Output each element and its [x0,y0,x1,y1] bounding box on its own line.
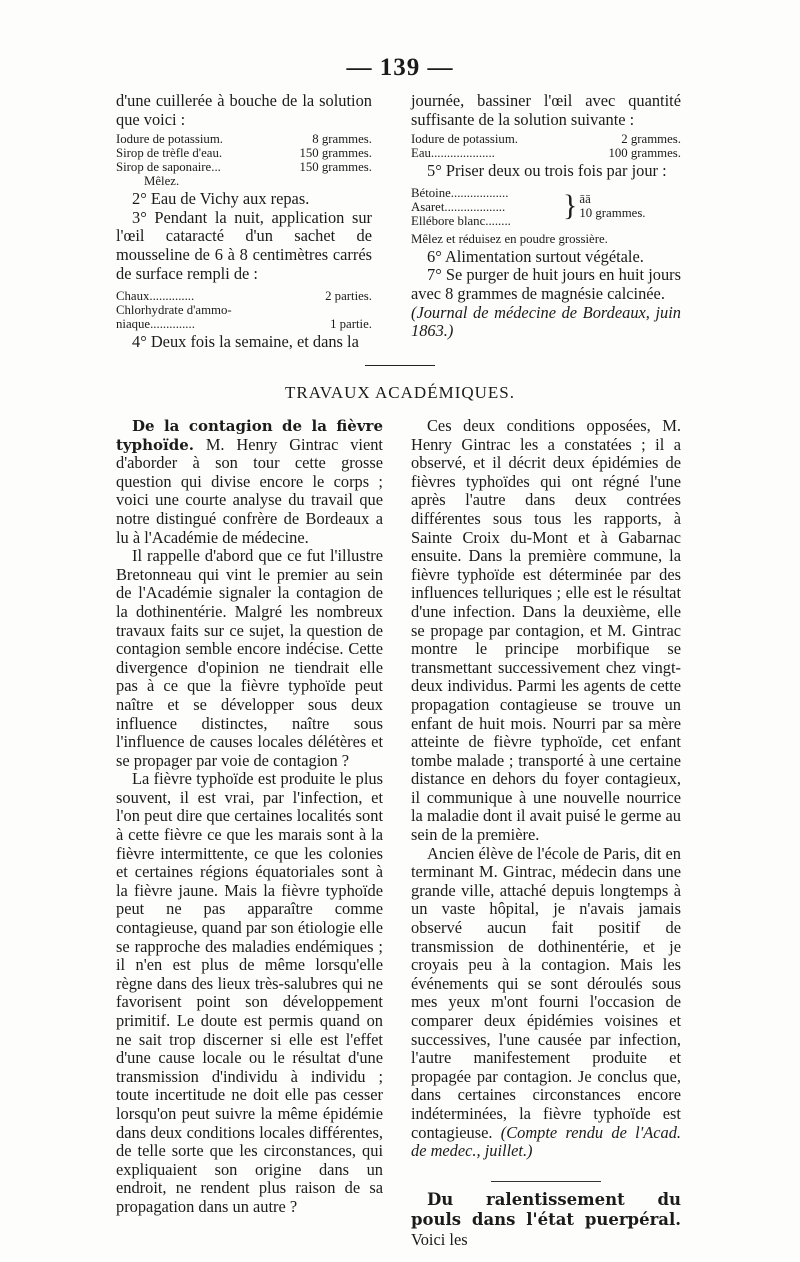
separator-rule [491,1181,601,1182]
intro-text: journée, bassiner l'œil avec quantité suffisante de la solution suivante : [411,91,681,129]
recipe-line: Asaret................... [411,199,506,214]
item-4: 4° Deux fois la semaine, et dans la [132,332,359,352]
item-7: 7° Se purger de huit jours en huit jours avec 8 grammes de magnésie calcinée. [411,265,681,303]
item-3: 3° Pendant la nuit, application sur l'œil cataracté d'un sachet de mousseline de 6 à 8 centimètres carrés de surface rempli de : [116,207,372,283]
top-right-column [411,92,681,341]
bottom-right-column [411,417,681,1250]
page-number: — 139 — [346,54,454,81]
recipe-line: Eau.................... 100 grammes. [411,146,681,161]
recipe-line: Iodure de potassium. 8 grammes. [116,132,372,147]
recipe-snuff [411,183,681,230]
recipe-line: Sirop de saponaire... 150 grammes. [116,160,372,175]
recipe-line: Sirop de trèfle d'eau. 150 grammes. [116,146,372,161]
recipe-line: Iodure de potassium. 2 grammes. [411,132,681,147]
recipe-mix: Mêlez. [144,174,180,189]
recipe-line: Ellébore blanc........ [411,213,511,228]
article-paragraph: Il rappelle d'abord que ce fut l'illustre Bretonneau qui vint le premier au sein de l'Académie signaler la contagion de la dothinentérie. Malgré les nombreux travaux faits sur ce sujet, la question de contagion semble encore indécise. Cette divergence d'opinion ne tiendrait elle pas à ce que la fièvre typhoïde peut naître et se développer sous deux influence distinctes, naître sous l'influence de causes locales délétères et se propager par voie de contagion ? [116,546,383,770]
snuff-quantity: āā 10 grammes. [579,192,646,221]
recipe-iodide-water [411,132,681,160]
article-paragraph: Ces deux conditions opposées, M. Henry Gintrac les a constatées ; il a observé, et il décrit deux épidémies de fièvres typhoïdes qui ont régné l'une après l'autre dans deux contrées différentes sous tous les rapports, à Sainte Croix du-Mont et à Gabarnac ensuite. Dans la première commune, la fièvre typhoïde est déterminée par des influences telluriques ; elle est le résultat d'une infection. Dans la deuxième, elle se propage par contagion, et M. Gintrac montre le principe morbifique se transmettant successivement chez vingt-deux individus. Parmi les agents de cette propagation contagieuse se trouve un enfant de huit mois. Nourri par sa mère atteinte de fièvre typhoïde, cet enfant tombe malade ; transporté à une certaine distance en dehors du foyer contagieux, il communique à une nouvelle nourrice la maladie dont il avait puisé le germe au sein de la première. [411,416,681,845]
next-article-title: Du ralentissement du pouls dans l'état puerpéral. [411,1189,681,1229]
recipe-iodide-syrup [116,132,372,188]
recipe-lime-sachet [116,289,372,331]
recipe-line: Bétoine.................. [411,185,509,200]
section-title: TRAVAUX ACADÉMIQUES. [284,383,515,402]
recipe-line: Chaux.............. 2 parties. [116,289,372,304]
bottom-left-column [116,417,383,1217]
journal-reference: (Journal de médecine de Bordeaux, juin 1863.) [411,302,681,341]
recipe-line: niaque.............. 1 partie. [116,317,372,332]
next-article: Du ralentissement du pouls dans l'état puerpéral. Voici les [411,1189,681,1249]
item-5: 5° Priser deux ou trois fois par jour : [427,161,667,181]
report-reference: (Compte rendu de l'Acad. de medec., juillet.) [411,1122,681,1161]
article-paragraph: La fièvre typhoïde est produite le plus souvent, il est vrai, par l'infection, et l'on peut dire que certaines localités sont à cette fièvre ce que les marais sont à la fièvre intermittente, ce que les colonies et certaines régions équatoriales sont à la fièvre jaune. Mais la fièvre typhoïde peut ne pas apparaître comme contagieuse, quand par son étiologie elle se rapproche des maladies endémiques ; il n'en est plus de même lorsqu'elle règne dans des lieux très-salubres qui ne favorisent point son développement primitif. Le doute est permis quand on ne sait trop discerner si elle est l'effet d'une cause locale ou le résultat d'une transmission d'individu à individu ; toute incertitude ne doit elle pas cesser lorsqu'on peut suivre la même épidémie dans deux conditions locales différentes, de telle sorte que les circonstances, qui expliquaient son origine dans un endroit, ne rendent plus raison de sa propagation dans un autre ? [116,769,383,1216]
intro-text: d'une cuillerée à bouche de la solution que voici : [116,91,372,129]
article-paragraph: Ancien élève de l'école de Paris, dit en terminant M. Gintrac, médecin dans une grande ville, attaché depuis longtemps à un vaste hôpital, je n'avais jamais observé aucun fait positif de transmission de dothinentérie, et je croyais peu à la contagion. Mais les événements qui se sont déroulés sous mes yeux m'ont fourni l'occasion de comparer deux épidémies voisines et successives, l'une causée par infection, l'autre manifestement produite et propagée par contagion. Je conclus que, dans certaines circonstances encore indéterminées, la fièvre typhoïde est contagieuse. (Compte rendu de l'Acad. de medec., juillet.) [411,843,681,1161]
snuff-ingredients [411,186,561,228]
recipe-mix: Mêlez et réduisez en poudre grossière. [411,231,608,246]
article-title: De la contagion de la fièvre typhoïde. [116,417,383,454]
brace-glyph: } [563,189,578,223]
recipe-line: Chlorhydrate d'ammo- [116,303,232,318]
item-2: 2° Eau de Vichy aux repas. [132,189,310,209]
top-left-column [116,92,372,352]
separator-rule [365,365,435,366]
item-6: 6° Alimentation surtout végétale. [427,246,644,266]
article-paragraph: De la contagion de la fièvre typhoïde. M. Henry Gintrac vient d'aborder à son tour cette grosse question qui divise encore le corps ; voici une courte analyse du travail que notre distingué confrère de Bordeaux a lu à l'Académie de médecine. [116,417,383,547]
